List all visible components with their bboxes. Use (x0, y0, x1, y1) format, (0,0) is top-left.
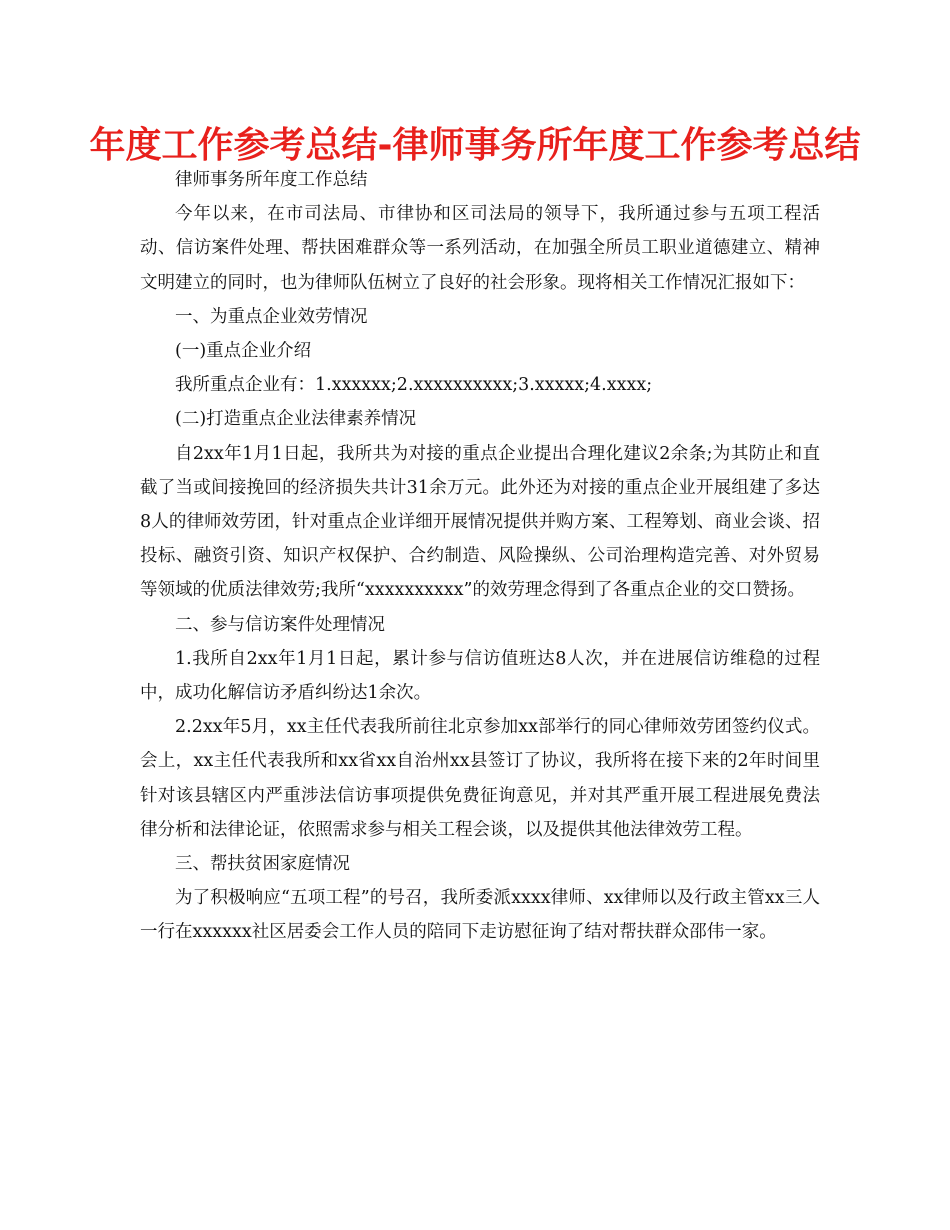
paragraph-legal-services: 自2xx年1月1日起，我所共为对接的重点企业提出合理化建议2余条;为其防止和直截了当或间接挽回的经济损失共计31余万元。此外还为对接的重点企业开展组建了多达8人的律师效劳团，针对重点企业详细开展情况提供并购方案、工程筹划、商业会谈、招投标、融资引资、知识产权保护、合约制造、风险操纵、公司治理构造完善、对外贸易等领域的优质法律效劳;我所“xxxxxxxxxx”的效劳理念得到了各重点企业的交口赞扬。 (140, 443, 820, 601)
subsection-heading-1-2: (二)打造重点企业法律素养情况 (175, 409, 417, 430)
document-body (140, 163, 820, 950)
section-heading-2: 二、参与信访案件处理情况 (175, 614, 385, 635)
paragraph-petition-2: 2.2xx年5月，xx主任代表我所前往北京参加xx部举行的同心律师效劳团签约仪式。会上，xx主任代表我所和xx省xx自治州xx县签订了协议，我所将在接下来的2年时间里针对该县辖区内严重涉法信访事项提供免费征询意见，并对其严重开展工程进展免费法律分析和法律论证，依照需求参与相关工程会谈，以及提供其他法律效劳工程。 (140, 717, 820, 840)
section-heading-3: 三、帮扶贫困家庭情况 (175, 854, 350, 875)
section-heading-1: 一、为重点企业效劳情况 (175, 306, 368, 327)
subsection-heading-1-1: (一)重点企业介绍 (175, 341, 312, 362)
document-title: 年度工作参考总结-律师事务所年度工作参考总结 (89, 125, 861, 166)
paragraph-intro: 今年以来，在市司法局、市律协和区司法局的领导下，我所通过参与五项工程活动、信访案件处理、帮扶困难群众等一系列活动，在加强全所员工职业道德建立、精神文明建立的同时，也为律师队伍树立了良好的社会形象。现将相关工作情况汇报如下： (140, 204, 820, 293)
paragraph-petition-1: 1.我所自2xx年1月1日起，累计参与信访值班达8人次，并在进展信访维稳的过程中，成功化解信访矛盾纠纷达1余次。 (140, 648, 820, 704)
paragraph-assistance: 为了积极响应“五项工程”的号召，我所委派xxxx律师、xx律师以及行政主管xx三人一行在xxxxxx社区居委会工作人员的陪同下走访慰征询了结对帮扶群众邵伟一家。 (140, 888, 820, 943)
paragraph-enterprise-list: 我所重点企业有：1.xxxxxx;2.xxxxxxxxxx;3.xxxxx;4.xxxx; (175, 375, 653, 396)
paragraph-subtitle: 律师事务所年度工作总结 (175, 170, 368, 190)
